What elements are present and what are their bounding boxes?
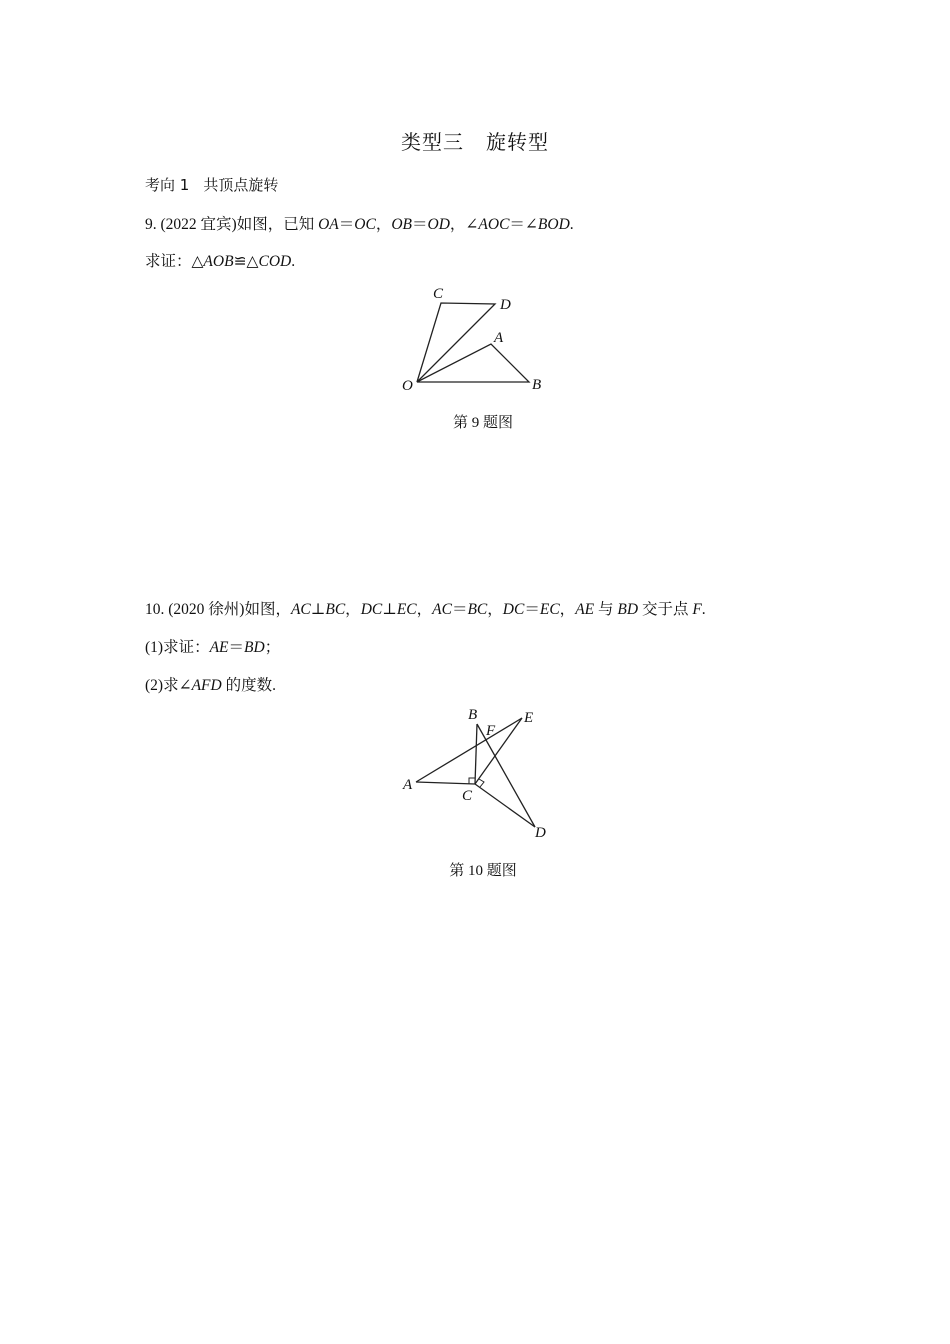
section-title-part1: 类型三 bbox=[401, 130, 464, 154]
label-c: C bbox=[433, 286, 444, 302]
figure-9-labels bbox=[402, 286, 541, 394]
triangle-aob bbox=[417, 344, 529, 382]
figure-10-caption: 第 10 题图 bbox=[449, 863, 517, 879]
subsection-label: 考向 1 bbox=[145, 176, 190, 194]
figure-9 bbox=[417, 303, 529, 382]
segment-ae bbox=[416, 718, 522, 782]
problem-9-source: (2022 宜宾) bbox=[160, 216, 237, 233]
problem-9-number: 9. bbox=[145, 216, 157, 233]
figure-10 bbox=[416, 718, 535, 827]
segment-cd bbox=[475, 784, 535, 827]
segment-ac bbox=[416, 782, 475, 784]
right-angle-mark-acb bbox=[469, 778, 475, 784]
label-a: A bbox=[403, 777, 413, 793]
problem-10-source: (2020 徐州) bbox=[168, 601, 245, 618]
label-e: E bbox=[524, 710, 534, 726]
segment-ec bbox=[475, 718, 522, 784]
problem-10-part2: (2)求∠AFD 的度数. bbox=[145, 677, 276, 694]
figure-10-labels bbox=[402, 707, 546, 841]
problem-10-line1: 如图，AC⊥BC，DC⊥EC，AC＝BC，DC＝EC，AE 与 BD 交于点 F. bbox=[244, 601, 706, 618]
label-b: B bbox=[532, 377, 542, 393]
label-c: C bbox=[462, 788, 473, 804]
section-title-part2: 旋转型 bbox=[486, 130, 549, 154]
label-a: A bbox=[494, 330, 504, 346]
problem-10-statement bbox=[145, 597, 706, 619]
label-d: D bbox=[500, 297, 511, 313]
label-f: F bbox=[486, 723, 496, 739]
label-b: B bbox=[468, 707, 478, 723]
figure-9-caption: 第 9 题图 bbox=[452, 415, 513, 431]
problem-10-number: 10. bbox=[145, 601, 165, 618]
problem-9-prove: 求证：△AOB≌△COD. bbox=[145, 253, 296, 270]
problem-9-line1: 如图，已知 OA＝OC，OB＝OD，∠AOC＝∠BOD. bbox=[236, 216, 574, 233]
right-angle-mark-dce bbox=[479, 779, 484, 787]
label-d: D bbox=[535, 825, 546, 841]
segment-bc bbox=[475, 724, 477, 784]
problem-10-part1: (1)求证：AE＝BD； bbox=[145, 639, 281, 656]
triangle-cod bbox=[417, 303, 495, 382]
label-o: O bbox=[402, 378, 413, 394]
subsection-name: 共顶点旋转 bbox=[203, 176, 279, 194]
